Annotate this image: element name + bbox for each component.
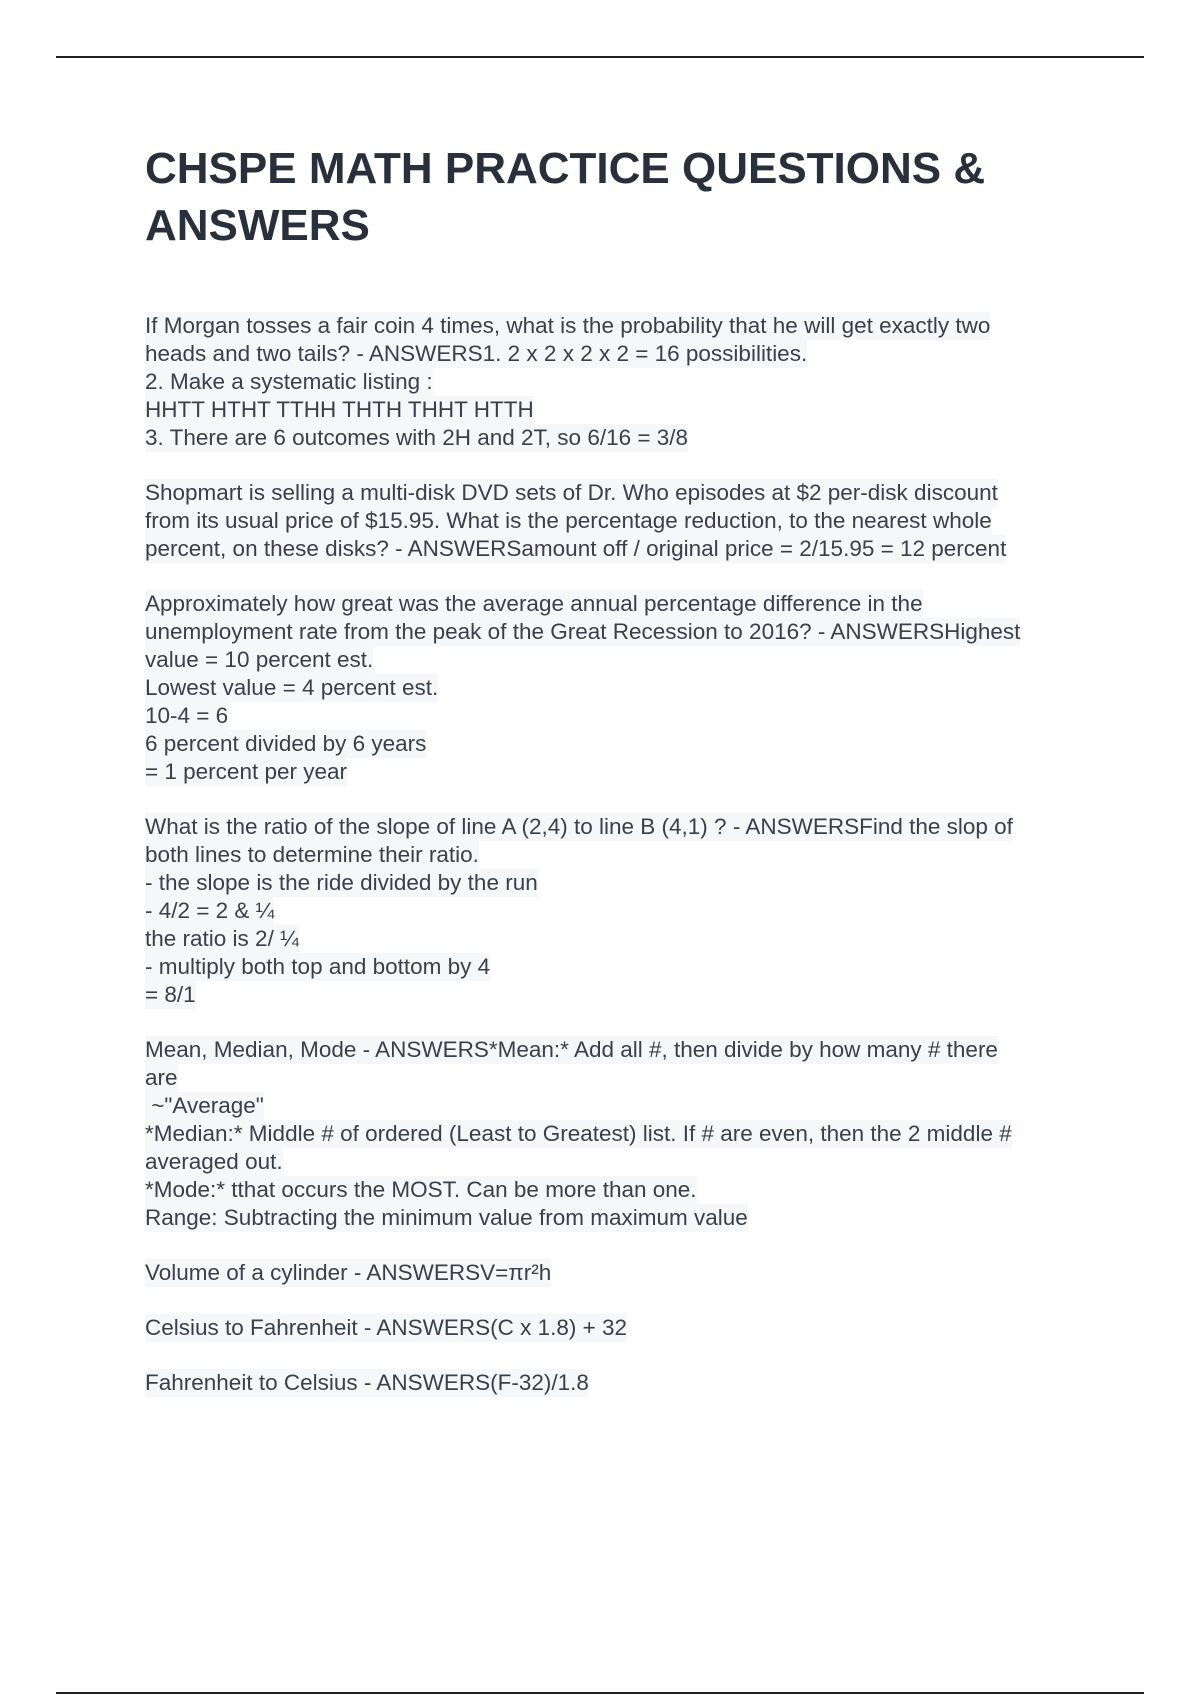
qa-text-line: If Morgan tosses a fair coin 4 times, what is the probability that he will get exactly two — [145, 313, 991, 338]
qa-item — [145, 312, 1095, 452]
footer-rule — [56, 1692, 1144, 1694]
qa-text-line: - the slope is the ride divided by the run — [145, 870, 538, 895]
qa-text-line: 3. There are 6 outcomes with 2H and 2T, so 6/16 = 3/8 — [145, 425, 689, 450]
qa-text-line: ~"Average" — [145, 1093, 264, 1118]
qa-text-line: Lowest value = 4 percent est. — [145, 675, 439, 700]
page-title-line-2: ANSWERS — [145, 201, 370, 250]
page-title-line-1: CHSPE MATH PRACTICE QUESTIONS & — [145, 144, 986, 193]
qa-item — [145, 590, 1095, 786]
qa-text-line: heads and two tails? - ANSWERS1. 2 x 2 x 2 x 2 = 16 possibilities. — [145, 341, 808, 366]
qa-text-line: Shopmart is selling a multi-disk DVD sets of Dr. Who episodes at $2 per-disk discount — [145, 480, 998, 505]
qa-text-line: Celsius to Fahrenheit - ANSWERS(C x 1.8) + 32 — [145, 1315, 628, 1340]
qa-text-line: = 8/1 — [145, 982, 196, 1007]
qa-text-line: percent, on these disks? - ANSWERSamount off / original price = 2/15.95 = 12 percent — [145, 536, 1007, 561]
qa-item — [145, 1036, 1095, 1232]
qa-item — [145, 813, 1095, 1009]
qa-item — [145, 1314, 1095, 1342]
qa-item — [145, 1369, 1095, 1397]
qa-text-line: Mean, Median, Mode - ANSWERS*Mean:* Add all #, then divide by how many # there — [145, 1037, 998, 1062]
qa-item — [145, 1259, 1095, 1287]
header-rule — [56, 56, 1144, 58]
qa-text-line: Volume of a cylinder - ANSWERSV=πr²h — [145, 1260, 552, 1285]
qa-text-line: 10-4 = 6 — [145, 703, 229, 728]
qa-item — [145, 479, 1095, 563]
qa-text-line: value = 10 percent est. — [145, 647, 374, 672]
qa-text-line: 6 percent divided by 6 years — [145, 731, 427, 756]
qa-text-line: Approximately how great was the average annual percentage difference in the — [145, 591, 923, 616]
qa-list — [145, 312, 1095, 1424]
qa-text-line: unemployment rate from the peak of the Great Recession to 2016? - ANSWERSHighest — [145, 619, 1021, 644]
qa-text-line: - 4/2 = 2 & ¼ — [145, 898, 275, 923]
qa-text-line: What is the ratio of the slope of line A (2,4) to line B (4,1) ? - ANSWERSFind the slop of — [145, 814, 1013, 839]
qa-text-line: Range: Subtracting the minimum value from maximum value — [145, 1205, 748, 1230]
qa-text-line: - multiply both top and bottom by 4 — [145, 954, 491, 979]
qa-text-line: the ratio is 2/ ¼ — [145, 926, 299, 951]
qa-text-line: HHTT HTHT TTHH THTH THHT HTTH — [145, 397, 534, 422]
qa-text-line: = 1 percent per year — [145, 759, 347, 784]
qa-text-line: from its usual price of $15.95. What is the percentage reduction, to the nearest whole — [145, 508, 992, 533]
page-title — [145, 140, 1105, 254]
qa-text-line: *Median:* Middle # of ordered (Least to Greatest) list. If # are even, then the 2 middle # — [145, 1121, 1012, 1146]
qa-text-line: Fahrenheit to Celsius - ANSWERS(F-32)/1.8 — [145, 1370, 589, 1395]
qa-text-line: are — [145, 1065, 178, 1090]
qa-text-line: averaged out. — [145, 1149, 283, 1174]
qa-text-line: *Mode:* tthat occurs the MOST. Can be more than one. — [145, 1177, 697, 1202]
qa-text-line: both lines to determine their ratio. — [145, 842, 479, 867]
qa-text-line: 2. Make a systematic listing : — [145, 369, 433, 394]
